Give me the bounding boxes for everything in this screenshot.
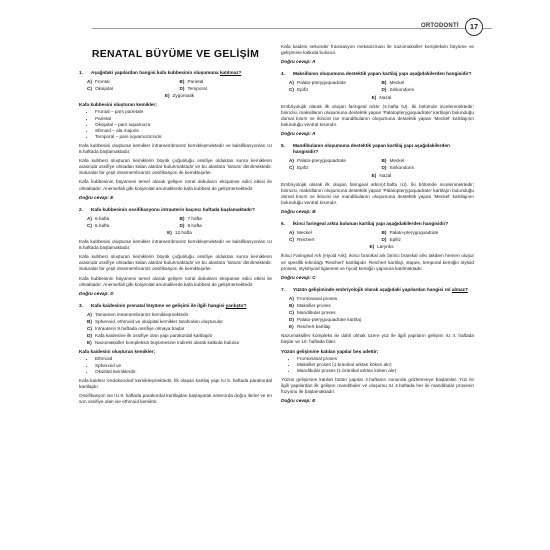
list-item: • Parietal	[95, 116, 272, 122]
option-a: A) Palato-pterygoquadrate	[289, 158, 346, 164]
option-b: B) Parietal	[179, 79, 204, 85]
option-c: C) 5.hafta	[87, 222, 110, 228]
option-a: A) Tamamen intramembranöz kemikleşmektedir	[87, 311, 189, 317]
option-a: A) Frontonasal proses	[289, 295, 338, 301]
option-e: E) 12.hafta	[167, 229, 192, 235]
bullet-list	[79, 109, 272, 139]
option-b: B) 7.hafta	[179, 215, 202, 221]
explanation-subheading: Kafa kaidesini oluşturan kemikler;	[79, 349, 156, 355]
option-b: B) Sphenoid, ethmoid ve oksipital kemikler tarafından oluşturulur	[87, 319, 223, 324]
option-d: D) Epifiz	[381, 237, 401, 243]
explanation-paragraph: Embriyolojik olarak ilk oluşan faringeal arklır (4.hafta IU). İki bölümde incelenmektedir; birincisi, maksillanın oluşumuna destektik yapan 'Palatopterygoquadrate' kartilajın bulunduğu dorsal kısım ve ikincisi ise mandibulanın oluşumuna destektik yapan 'Meckel' kartilajının bulunduğu ventral kısımdır.	[281, 103, 474, 127]
explanation-subheading: Yüzün gelişimine katılan yapılar beş adettir;	[281, 348, 379, 354]
list-item: • Maksiller proses (1.branikal arktan köken alır)	[297, 362, 474, 368]
explanation-paragraph: Kafa kubbesinin büyümesi temel olarak gelişen nöral dokuların ekspanse edici etkisi ile olmaktadır. Anensefali gibi konjenital anomalilerde kafa kubbesi de gelişmemektedir.	[79, 179, 272, 191]
option-a: A) 6.hafta	[87, 215, 110, 221]
list-item: • Oksipital – pars squamoza	[95, 122, 272, 128]
question-6-options	[289, 230, 474, 250]
answer-line: Doğru cevap: A	[281, 59, 316, 65]
explanation-paragraph: Kafa kubbesini oluşturan kemikler intramembranöz kemikleşmektedir ve kalsifikasyonları IU 8.haftada başlamaktadır.	[79, 142, 272, 155]
list-item: • Frontonasal proses	[297, 356, 474, 362]
answer-line: Doğru cevap: D	[79, 290, 114, 296]
explanation-paragraph: Kafa kubbesinin büyümesi temel olarak gelişen nöral dokuların ekspanse edici etkisi ile olmaktadır. Anensefali gibi konjenital anomalilerde kafa kubbesi de gelişmemektedir.	[79, 275, 272, 287]
list-item: • Oksitital kemiklerdir.	[95, 369, 272, 375]
question-1: 1. Aşağıdaki yapılardan hangisi kafa kubbesinin oluşumuna katılmaz?	[79, 70, 242, 75]
option-a: A) Meckel	[289, 230, 312, 236]
explanation-paragraph: Embriyolojik olarak ilk oluşan faringeal arklır(4.hafta IU). İki bölümde incelenmektedir; birincisi, maksillanın oluşumuna destektik yapan 'Palatopterygoquadrate' kartilajın bulunduğu dorsal kısım ve ikincisi ise mandibulanın oluşumuna destektik yapan 'Meckel' kartilajının bulunduğu ventral kısımdır.	[281, 181, 474, 205]
answer-line: Doğru cevap: B	[281, 208, 316, 214]
option-e: E) Nazomaksiller kompleksin büyümesine indirekt olarak katkıda bulunur	[87, 340, 240, 346]
question-5-options	[289, 158, 474, 178]
question-4-options	[289, 80, 474, 100]
question-3-options	[87, 312, 272, 346]
right-column	[281, 44, 474, 410]
option-c: C) Epifiz	[289, 165, 309, 171]
question-5: 5. Mandibulanın oluşumuna destektik yapan kartilaj yapı aşağıdakilerden hangisidir?	[281, 143, 450, 155]
left-column	[79, 40, 272, 408]
option-b: B) Meckel	[381, 80, 405, 86]
answer-line: Doğru cevap: E	[79, 194, 114, 200]
section-label: ORTODONTİ	[421, 23, 459, 29]
answer-line: Doğru cevap: C	[281, 274, 316, 280]
chapter-title: RENATAL BÜYÜME VE GELİŞİM	[91, 48, 260, 60]
option-a: A) Palato-pterygoquadrate	[289, 80, 346, 86]
option-b: B) Palato-pterygoquadrate	[381, 230, 439, 236]
option-c: C) Mandibular proses	[289, 310, 336, 316]
option-c: C) İntrauterin 8.haftada ossifiye olmaya başlar	[87, 326, 185, 332]
option-e: E) Nazal	[371, 172, 392, 178]
option-d: D) Temporal	[179, 86, 207, 92]
option-b: B) Meckel	[381, 158, 405, 164]
question-2-options	[87, 216, 272, 236]
bullet-list	[79, 356, 272, 374]
option-c: C) Oksipital	[87, 86, 113, 92]
explanation-paragraph: Kafa kaidesi sekonder fransiasyon mekanizması ile nazomaksiller kompleksin büyüme ve gelişimine katkıda bulunur.	[281, 44, 474, 56]
question-4: 4. Maksillanın oluşumuna destektik yapan kartilaj yapı aşağıdakilerden hangisidir?	[281, 71, 472, 77]
bullet-list	[281, 356, 474, 374]
explanation-paragraph: Kafa kaidesi 'endokondral' kemikleşmektedir. İlk olaşan kartilaj yapı IU 6. haftada parakordal kartilajdır.	[79, 377, 272, 389]
answer-line: Doğru cevap: E	[281, 398, 316, 404]
option-d: D) Sinkondoris	[381, 87, 414, 93]
option-e: E) Reichert kartilajı	[289, 324, 331, 330]
option-d: D) Kafa kaidesine ilk ossifiye olan yapı parakordal kartilajdır	[87, 333, 213, 339]
explanation-paragraph: Yüzün gelişimine katılan bütün yapılar 4.haftanın sonunda gözlenmeye başlanılar. Yüz ile ilgili yapılardan ilk gelişen mandibuler ve oluşumu IU 4.haftada her iki mandibular prosesin füzyonu ile başlamaktadır.	[281, 376, 474, 395]
option-d: D) Sinkondoris	[381, 165, 414, 171]
explanation-paragraph: Nazomaksiller kompleks ile dahil olmak üzere yüz ile ilgili yapıların gelişimi IU 4. haftada başlar ve 10. haftada biter.	[281, 333, 474, 345]
option-a: A) Frontal	[87, 79, 110, 85]
option-b: B) Maksiller proses	[289, 303, 331, 308]
explanation-paragraph: Kafa kubbesi oluşturan kemiklerin büyük çoğunluğu ossifiye olduktan sonra kemiklerin arasında ossifiye olmadan kalan alanlar bulunmaktadır ve bu alanlara 'sütura' denilmektedir. Süturalar bir çeşit intramembranöz ossifikasyon ile kemikleşirler.	[79, 254, 272, 272]
option-e: E) Larynks	[369, 244, 394, 250]
list-item: • Sphenoid ve	[95, 363, 272, 369]
explanation-paragraph: Kafa kubbesini oluşturan kemikler intramembranöz kemikleşmektedir ve kalsifikasyonları IU 8.haftada başlamaktadır.	[79, 239, 272, 251]
option-e: E) Nazal	[371, 94, 392, 100]
option-d: D) 8.hafta	[179, 222, 202, 228]
explanation-paragraph: Ossifikasyon ise IU 9. haftada parakordal kartilajdan başlayarak anterorda doğru ilerler ve en son ossifiye olan ise ethmoid kemiktir.	[79, 392, 272, 405]
list-item: • Mandibular proses (1.branikal arktan köken alır)	[297, 368, 474, 374]
option-d: D) Palato-pterygoquadrate kartilaj	[289, 317, 361, 323]
question-3: 3. Kafa kaidesinin prenatal büyüme ve gelişimi ile ilgili hangisi yanlıştır?	[79, 302, 247, 308]
option-c: C) Reichert	[289, 237, 315, 243]
question-7-options	[289, 296, 474, 330]
question-1-options	[87, 79, 272, 99]
question-2: 2. Kafa kubbesinin ossifikasyonu intrauterin kaçıncı haftada başlamaktadır?	[79, 206, 256, 212]
answer-line: Doğru cevap: A	[281, 131, 316, 137]
explanation-paragraph: İkinci Faringeal Ark (Hyoid Ark); ikinci branikal ark birinci branikal arkı takiben hemen oluşur ve spesifik kıkırdağı 'Reichert' kartilajıdır. Reichert kartilajı, stapes, temporal kemiğin styloid prosesi, stylohyoid ligament ve hyoid kemiğin yapısına katılmaktadır.	[281, 253, 474, 271]
option-e: E) Zygomatik	[164, 93, 195, 99]
list-item: • Sfenoid – ala majoris	[95, 128, 272, 134]
page-number: 17	[465, 18, 483, 36]
option-c: C) Epifiz	[289, 87, 309, 93]
explanation-subheading: Kafa kubbesini oluşturan kemikler;	[79, 102, 157, 108]
explanation-paragraph: Kafa kubbesi oluşturan kemiklerin büyük çoğunluğu ossifiye olduktan sonra kemiklerin arasında ossifiye olmadan kalan alanlar bulunmaktadır ve bu alanlara 'sütura' denilmektedir. Süturalar bir çeşit intramembranöz ossifikasyon ile kemikleşirler.	[79, 158, 272, 176]
list-item: • Temporal – pars squamoza'sıdır.	[95, 134, 272, 140]
question-6: 6. İkinci faringeal arkta bulunan kartilaj yapı aşağıdakilerden hangisidir?	[281, 221, 449, 227]
list-item: • Frontal – pars parietale	[95, 109, 272, 115]
list-item: • Ethmoid	[95, 356, 272, 362]
question-7: 7. Yüzün gelişiminde embriyolojik olarak aşağıdaki yapılardan hangisi rol almaz?	[281, 286, 468, 292]
